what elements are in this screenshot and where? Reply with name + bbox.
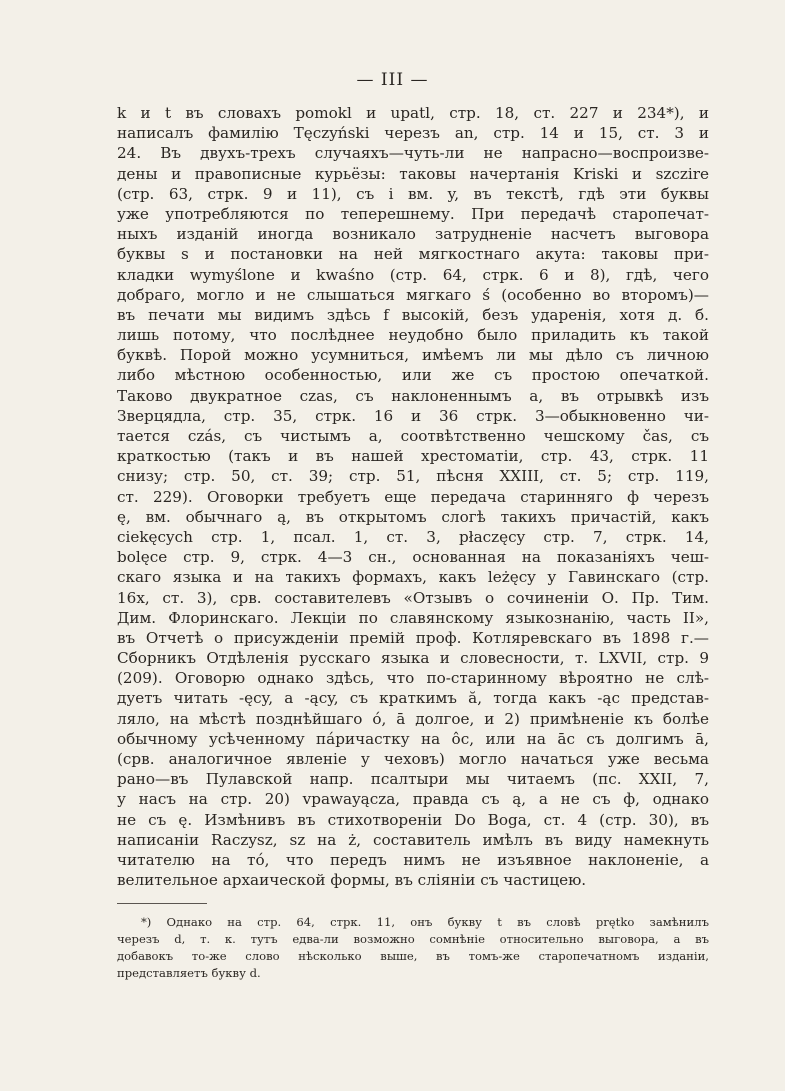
text-line: (стр. 63, стрк. 9 и 11), съ i вм. y, въ текстѣ, гдѣ эти буквы <box>117 184 709 203</box>
text-line: написаніи Raczysz, sz на ż, составитель имѣлъ въ виду намекнуть <box>117 830 709 849</box>
text-line: (срв. аналогичное явленіе у чеховъ) могло начаться уже весьма <box>117 750 709 768</box>
text-line: добраго, могло и не слышаться мягкаго ś (особенно во второмъ)— <box>117 285 709 304</box>
text-line: либо мѣстною особенностью, или же съ простою опечаткой. <box>117 366 709 385</box>
text-line: уже употребляются по теперешнему. При передачѣ старопечат- <box>117 204 709 223</box>
text-line: дены и правописные курьёзы: таковы начертанія Kriski и szczire <box>117 164 709 183</box>
text-line: не съ ę. Измѣнивъ въ стихотвореніи Do Boga, ст. 4 (стр. 30), въ <box>117 810 709 829</box>
text-line: скаго языка и на такихъ формахъ, какъ leżęcy у Гавинскаго (стр. <box>117 568 709 587</box>
text-line: читателю на тó, что передъ нимъ не изъявное наклоненіе, а <box>117 850 709 869</box>
text-line: ст. 229). Оговорки требуетъ еще передача старинняго ф черезъ <box>117 487 709 506</box>
text-line: k и t въ словахъ pomokl и upatl, стр. 18, ст. 227 и 234*), и <box>117 104 709 122</box>
text-line: 24. Въ двухъ-трехъ случаяхъ—чуть-ли не напрасно—воспроизве- <box>117 144 709 163</box>
text-line: въ Отчетѣ о присужденіи премій проф. Котляревскаго въ 1898 г.— <box>117 628 709 647</box>
text-line: дуетъ читать -ęcy, а -ący, съ краткимъ ă, тогда какъ -ąc представ- <box>117 689 709 708</box>
footnote-line: черезъ d, т. к. тутъ едва-ли возможно сомнѣніе относительно выговора, а въ <box>117 932 709 946</box>
text-line: Зверцядла, стр. 35, стрк. 16 и 36 стрк. 3—обыкновенно чи- <box>117 406 709 425</box>
text-line: снизу; стр. 50, ст. 39; стр. 51, пѣсня XXIII, ст. 5; стр. 119, <box>117 467 709 486</box>
text-line: лишь потому, что послѣднее неудобно было приладить къ такой <box>117 326 709 345</box>
text-line: въ печати мы видимъ здѣсь f высокій, безъ ударенія, хотя д. б. <box>117 305 709 324</box>
footnote-line: *) Однако на стр. 64, стрк. 11, онъ букву t въ словѣ prętko замѣнилъ <box>141 915 709 929</box>
text-line: краткостью (такъ и въ нашей хрестоматіи, стр. 43, стрк. 11 <box>117 447 709 466</box>
text-line: ныхъ изданій иногда возникало затрудненіе насчетъ выговора <box>117 225 709 244</box>
text-line: Таково двукратное czas, съ наклоненнымъ a, въ отрывкѣ изъ <box>117 386 709 405</box>
text-line: у насъ на стр. 20) vpawayącza, правда съ ą, а не съ ф, однако <box>117 790 709 809</box>
text-line: тается czás, съ чистымъ a, соотвѣтственно чешскому čas, съ <box>117 427 709 445</box>
text-line: рано—въ Пулавской напр. псалтыри мы читаемъ (пс. XXII, 7, <box>117 770 709 789</box>
text-line: Сборникъ Отдѣленія русскаго языка и словесности, т. LXVII, стр. 9 <box>117 649 709 668</box>
text-line: кладки wymyślone и kwaśno (стр. 64, стрк. 6 и 8), гдѣ, чего <box>117 265 709 284</box>
text-line: bolęce стр. 9, стрк. 4—3 сн., основанная на показаніяхъ чеш- <box>117 548 709 567</box>
text-line: ę, вм. обычнаго ą, въ открытомъ слогѣ такихъ причастій, какъ <box>117 507 709 526</box>
text-line: написалъ фамилію Tęczyński черезъ an, стр. 14 и 15, ст. 3 и <box>117 124 709 143</box>
text-line: (209). Оговорю однако здѣсь, что по-старинному вѣроятно не слѣ- <box>117 669 709 688</box>
text-line: 16х, ст. 3), срв. составителевъ «Отзывъ о сочиненіи О. Пр. Тим. <box>117 588 709 607</box>
text-line: ляло, на мѣстѣ позднѣйшаго ó, ā долгое, и 2) примѣненіе къ болѣе <box>117 709 709 728</box>
text-line: буквѣ. Порой можно усумниться, имѣемъ ли мы дѣло съ личною <box>117 346 709 365</box>
footnote-line: представляетъ букву d. <box>117 966 261 980</box>
text-line: буквы s и постановки на ней мягкостнаго акута: таковы при- <box>117 245 709 264</box>
main-text <box>117 103 709 890</box>
text-line: обычному усѣченному па́ричастку на ôc, или на āc съ долгимъ ā, <box>117 729 709 748</box>
text-line: ciekęcych стр. 1, псал. 1, ст. 3, płaczęcy стр. 7, стрк. 14, <box>117 527 709 546</box>
footnote <box>117 914 709 982</box>
text-line: Дим. Флоринскаго. Лекціи по славянскому языкознанію, часть II», <box>117 608 709 627</box>
footnote-separator <box>117 903 207 904</box>
text-line: велительное архаической формы, въ сліяніи съ частицею. <box>117 871 587 890</box>
footnote-line: добавокъ то-же слово нѣсколько выше, въ томъ-же старопечатномъ изданіи, <box>117 949 709 963</box>
page-number: — III — <box>356 70 429 90</box>
